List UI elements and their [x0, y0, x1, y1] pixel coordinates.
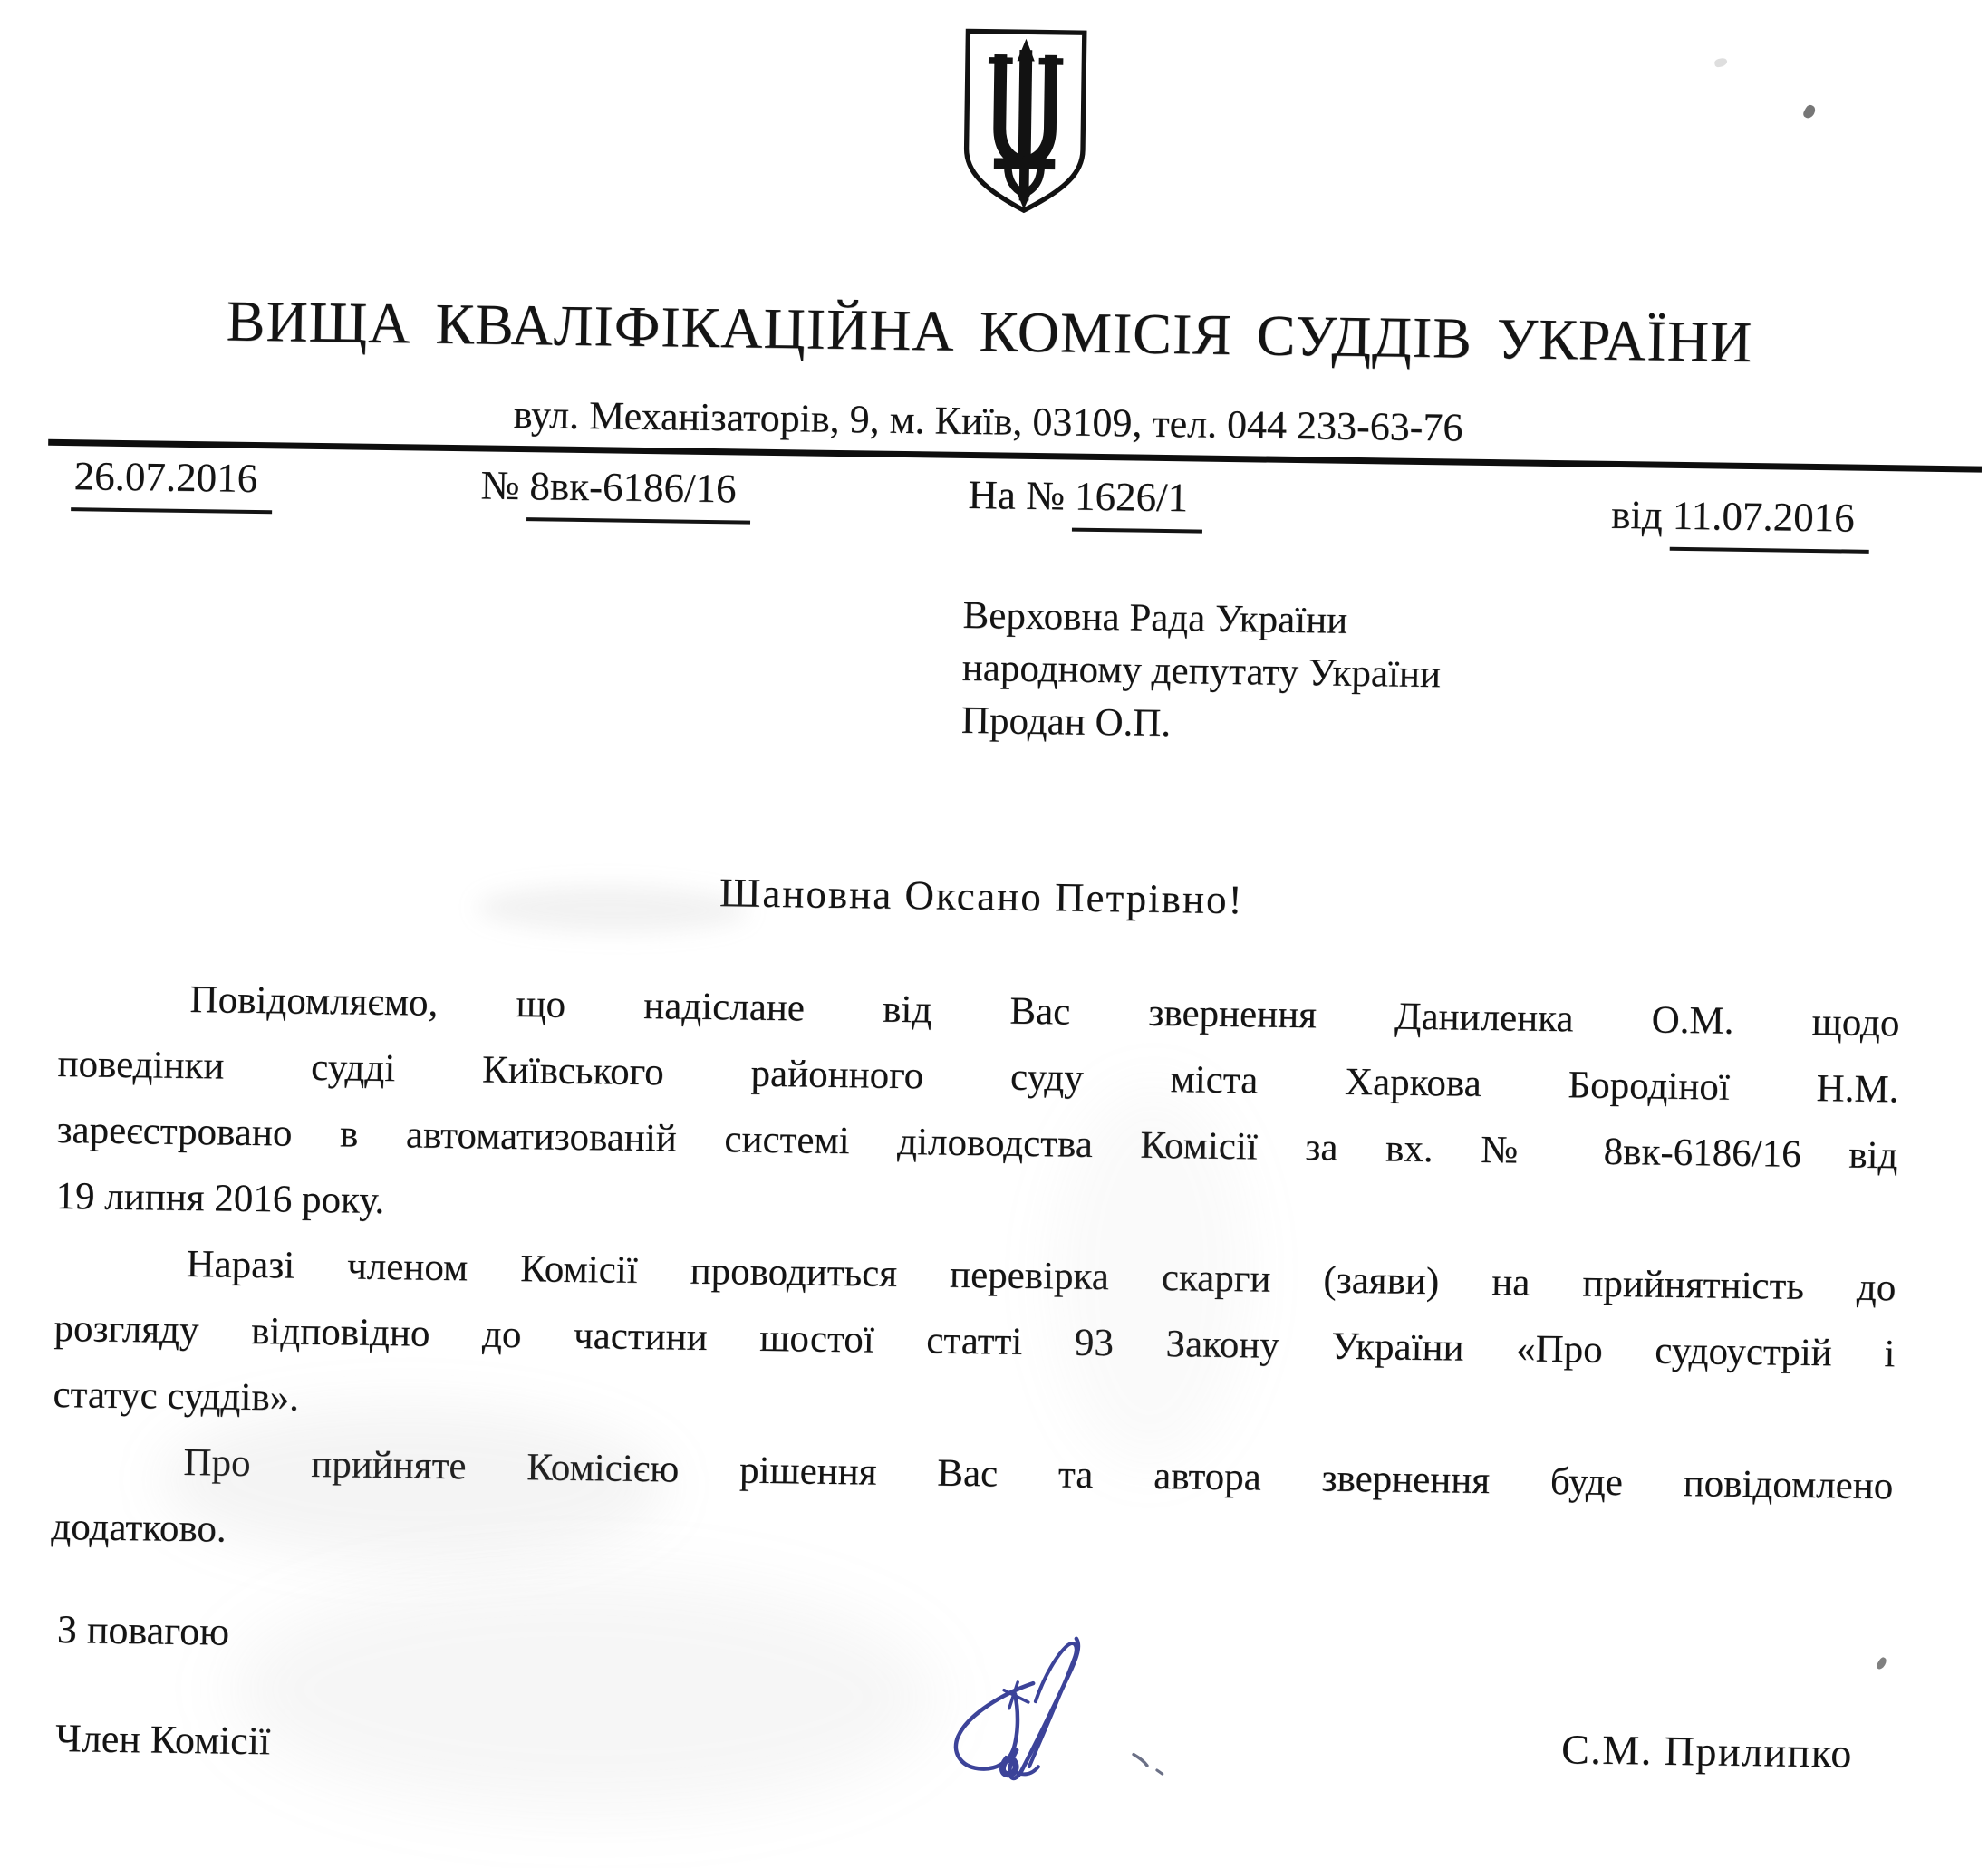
incoming-date: 11.07.2016	[1669, 492, 1869, 554]
outgoing-number-field	[480, 461, 751, 524]
incoming-date-label: від	[1610, 491, 1664, 538]
recipient-line: Верховна Рада України	[962, 593, 1348, 642]
signer-title: Член Комісії	[54, 1716, 271, 1764]
incoming-reference-field	[968, 471, 1203, 534]
signature-scribble	[899, 1591, 1201, 1831]
scan-smudge	[228, 1571, 939, 1816]
paragraph	[53, 1229, 1896, 1453]
coat-of-arms-emblem	[956, 24, 1095, 220]
body-line: 19 липня 2016 року.	[55, 1174, 385, 1223]
body-line: Про прийняте Комісією рішення Вас та автора звернення буде повідомлено	[183, 1440, 1894, 1508]
incoming-reference-label: На №	[968, 471, 1066, 519]
body-line: Повідомляємо, що надіслане від Вас звернення Даниленка О.М. щодо	[189, 978, 1900, 1045]
scan-speck	[1876, 1656, 1888, 1671]
outgoing-number: 8вк-6186/16	[526, 462, 751, 524]
paragraph	[55, 965, 1900, 1255]
recipient-line: народному депутату України	[961, 646, 1442, 697]
organization-name: ВИЩА КВАЛІФІКАЦІЙНА КОМІСІЯ СУДДІВ УКРАЇНИ	[226, 288, 1753, 375]
outgoing-date: 26.07.2016	[71, 452, 272, 514]
body-line: Наразі членом Комісії проводиться перевірка скарги (заяви) на прийнятність до	[186, 1243, 1896, 1310]
trident-icon	[956, 24, 1095, 220]
organization-address: вул. Механізаторів, 9, м. Київ, 03109, тел. 044 233-63-76	[513, 391, 1463, 450]
outgoing-number-label: №	[480, 462, 520, 509]
incoming-date-field	[1611, 491, 1869, 554]
recipient-block	[961, 590, 1443, 754]
body-line: поведінки судді Київського районного суду міста Харкова Бородіної Н.М.	[57, 1043, 1899, 1112]
recipient-line: Продан О.П.	[960, 698, 1172, 746]
body-line: додатково.	[51, 1505, 227, 1551]
incoming-reference-number: 1626/1	[1072, 473, 1203, 534]
scan-speck	[1713, 57, 1728, 68]
valediction: З повагою	[56, 1607, 230, 1654]
body-line: зареєстровано в автоматизованій системі діловодства Комісії за вх. № 8вк-6186/16 від	[56, 1108, 1898, 1178]
outgoing-date-field	[71, 452, 272, 514]
body-line: статус суддів».	[53, 1372, 300, 1420]
paragraph	[51, 1428, 1894, 1585]
scan-speck	[1802, 103, 1818, 120]
body-line: розгляду відповідно до частини шостої статті 93 Закону України «Про судоустрій і	[53, 1306, 1896, 1376]
salutation: Шановна Оксано Петрівно!	[719, 870, 1244, 923]
letter-body	[51, 965, 1900, 1585]
signer-name: С.М. Прилипко	[1560, 1726, 1854, 1777]
